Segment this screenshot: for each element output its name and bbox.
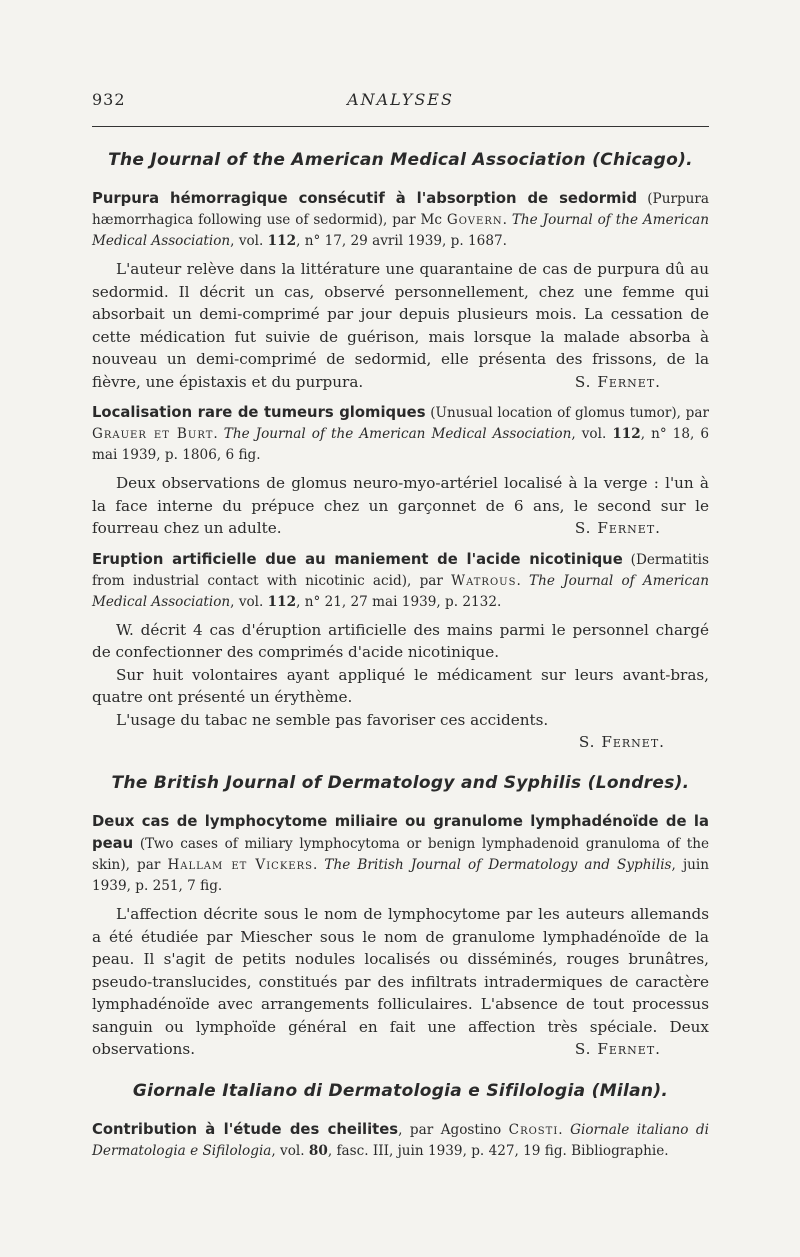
article-ref-part: .	[516, 572, 530, 589]
paragraph-text: L'affection décrite sous le nom de lymphocytome par les auteurs allemands a été étudiée par Miescher sous le nom de granulome lymphadénoïde de la peau. Il s'agit de petits nodules localisés ou disséminés, rouges brunâtres, pseudo-translucides, constitués par des infiltrats intradermiques de caractère lymphadénoïde avec arrangements folliculaires. L'absence de tout processus sanguin ou lymphoïde général en fait une affection très spéciale. Deux observations.	[92, 905, 709, 1058]
page-number: 932	[92, 90, 126, 109]
journal-heading: The Journal of the American Medical Association (Chicago).	[108, 150, 693, 170]
article-journal-ref: The British Journal of Dermatology and Syphilis	[324, 857, 672, 873]
article-title: Purpura hémorragique consécutif à l'absorption de sedormid	[92, 190, 638, 207]
article	[92, 811, 709, 1061]
paragraph-text: Deux observations de glomus neuro-myo-artériel localisé à la verge : l'un à la face interne du prépuce chez un garçonnet de 6 ans, le second sur le fourreau chez un adulte.	[92, 474, 709, 537]
article-author: Grauer et Burt	[92, 426, 214, 442]
article-ref-part: , vol.	[230, 593, 268, 610]
article-paragraph	[92, 472, 709, 540]
article-volume: 112	[267, 233, 297, 249]
article-ref-part: (Dermatitis from industrial contact with nicotinic acid), par	[92, 551, 709, 589]
header-rule	[92, 126, 709, 127]
article	[92, 1119, 709, 1162]
article-volume: 112	[612, 426, 641, 442]
article-ref-part: , juin 1939, p. 251, 7 fig.	[92, 857, 710, 894]
article-volume: 80	[308, 1142, 328, 1159]
article-journal-ref: The Journal of the American Medical Association	[92, 212, 709, 249]
article-signature: S. Fernet.	[574, 372, 661, 391]
journal-heading: Giornale Italiano di Dermatologia e Sifilologia (Milan).	[132, 1080, 669, 1101]
article	[92, 188, 709, 393]
article-ref-part: .	[213, 426, 224, 442]
article-ref-part: , n° 17, 29 avril 1939, p. 1687.	[296, 233, 507, 249]
article-ref-part: , n° 21, 27 mai 1939, p. 2132.	[296, 593, 502, 610]
article-ref-part: (Purpura hæmorrhagica following use of sedormid), par Mc	[92, 191, 710, 228]
article-title: Deux cas de lymphocytome miliaire ou granulome lymphadénoïde de la peau	[92, 813, 709, 852]
article-ref-part: , fasc. III, juin 1939, p. 427, 19 fig. Bibliographie.	[327, 1142, 669, 1159]
article-paragraph	[92, 903, 709, 1061]
article-ref-part: , vol.	[571, 426, 613, 442]
article-ref-part: , n° 18, 6 mai 1939, p. 1806, 6 fig.	[92, 426, 709, 463]
article	[92, 402, 709, 540]
article-title: Localisation rare de tumeurs glomiques	[92, 404, 426, 421]
header-title: ANALYSES	[347, 90, 454, 109]
article-ref-part: (Two cases of miliary lymphocytoma or benign lymphadenoid granuloma of the skin), par	[92, 836, 709, 873]
article-ref-part: .	[312, 857, 325, 873]
journal-heading: The British Journal of Dermatology and Syphilis (Londres).	[111, 773, 690, 793]
article-ref-part: .	[502, 212, 512, 228]
article-ref-part: .	[558, 1121, 571, 1138]
article-author: Crosti	[508, 1121, 559, 1138]
article-signature: S. Fernet.	[574, 519, 661, 537]
running-head	[92, 90, 709, 112]
article-ref-part: , vol.	[271, 1142, 309, 1159]
article-author: Govern	[446, 212, 503, 228]
article-heading	[92, 549, 709, 613]
article-journal-ref: The Journal of American Medical Association	[92, 572, 709, 610]
article	[92, 549, 709, 754]
page-content	[92, 150, 709, 1168]
article-signature: S. Fernet.	[574, 1040, 661, 1058]
article-paragraph: W. décrit 4 cas d'éruption artificielle des mains parmi le personnel chargé de confectionner des comprimés d'acide nicotinique.	[92, 620, 709, 661]
article-ref-part: (Unusual location of glomus tumor), par	[425, 405, 709, 421]
article-paragraph: Sur huit volontaires ayant appliqué le médicament sur leurs avant-bras, quatre ont présenté un érythème.	[92, 665, 709, 706]
article-volume: 112	[267, 593, 297, 610]
article-author: Watrous	[451, 572, 517, 589]
article-ref-part: , vol.	[230, 233, 268, 249]
article-author: Hallam et Vickers	[167, 857, 313, 873]
article-heading	[92, 402, 709, 466]
article-title: Eruption artificielle due au maniement de l'acide nicotinique	[92, 550, 623, 568]
article-paragraph	[92, 258, 709, 393]
article-signature: S. Fernet.	[578, 733, 665, 751]
article-paragraph: L'usage du tabac ne semble pas favoriser ces accidents.	[116, 710, 549, 729]
article-title: Contribution à l'étude des cheilites	[92, 1120, 399, 1138]
article-ref-part: , par Agostino	[398, 1121, 509, 1138]
article-heading	[92, 811, 709, 897]
paragraph-text: L'auteur relève dans la littérature une quarantaine de cas de purpura dû au sedormid. Il décrit un cas, observé personnellement, chez une femme qui absorbait un demi-comprimé par jour depuis plusieurs mois. La cessation de cette médication fut suivie de guérison, mais lorsque la malade absorba à nouveau un demi-comprimé de sedormid, elle présenta des frissons, de la fièvre, une épistaxis et du purpura.	[92, 260, 709, 391]
article-heading	[92, 1119, 709, 1162]
article-journal-ref: Giornale italiano di Dermatologia e Sifilologia	[92, 1121, 709, 1159]
article-heading	[92, 188, 709, 252]
article-journal-ref: The Journal of the American Medical Association	[223, 426, 572, 442]
